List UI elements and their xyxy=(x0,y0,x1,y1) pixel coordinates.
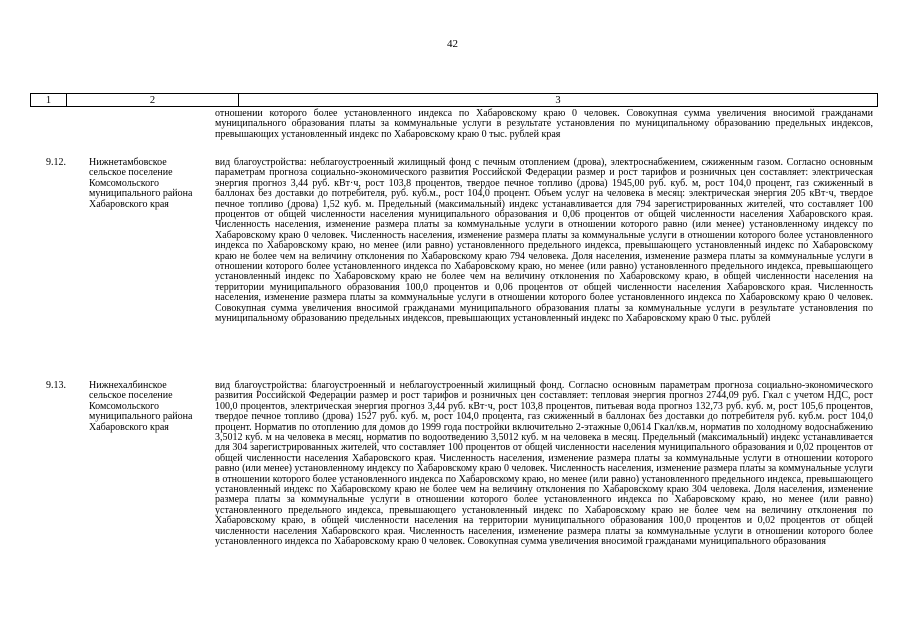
continuation-text: отношении которого более установленного индекса по Хабаровскому краю 0 человек. Совокупная сумма увеличения вносимой гражданами муниципального образования платы за коммунальные услуги в результате установления по муниципальному образованию предельных индексов, превышающих установленный индекс по Хабаровскому краю 0 тыс. рублей края xyxy=(215,108,873,140)
header-cell-3: 3 xyxy=(238,94,877,106)
header-cell-1: 1 xyxy=(45,94,52,106)
row-description: вид благоустройства: благоустроенный и неблагоустроенный жилищный фонд. Согласно основным параметрам прогноза социально-экономического развития Российской Федерации размер и рост тарифов и розничных цен составляет: тепловая энергия прогноз 2744,09 руб. Гкал с учетом НДС, рост 100,0 процентов, электрическая энергия прогноз 3,44 руб. кВт·ч, рост 103,8 процентов, питьевая вода прогноз 132,73 руб. куб. м, рост 105,6 процентов, твердое печное топливо (дрова) 1527 руб. куб. м, рост 104,0 процента, газ сжиженный в баллонах без доставки до потребителя руб. куб.м. рост 104,0 процент. Норматив по отоплению для домов до 1999 года постройки включительно 2-этажные 0,0614 Гкал/кв.м, норматив по холодному водоснабжению 3,5012 куб. м на человека в месяц, норматив по водоотведению 3,5012 куб. м на человека в месяц. Предельный (максимальный) индекс устанавливается для 304 зарегистрированных жителей, что составляет 100 процентов от общей численности населения муниципального образования и 0,02 процентов от общей численности населения Хабаровского края. Численность населения, изменение размера платы за коммунальные услуги в отношении которого равно (или менее) установленному индексу по Хабаровскому краю 0 человек. Численность населения, изменение размера платы за коммунальные услуги в отношении которого более установленного индекса по Хабаровскому краю, но менее (или равно) установленного предельного индекса, превышающего установленный индекс по Хабаровскому краю не более чем на величину отклонения по Хабаровскому краю 304 человека. Доля населения, изменение размера платы за коммунальные услуги в отношении которого более установленного индекса по Хабаровскому краю, но менее (или равно) установленного предельного индекса, превышающего установленный индекс по Хабаровскому краю не более чем на величину отклонения по Хабаровскому краю, в общей численности населения на территории муниципального образования 100,0 процентов и 0,02 процентов от общей численности населения Хабаровского края. Численность населения, изменение размера платы за коммунальные услуги в отношении которого более установленного индекса по Хабаровскому краю 0 человек. Совокупная сумма увеличения вносимой гражданами муниципального образования xyxy=(215,380,873,548)
table-header-row xyxy=(30,93,878,107)
row-description: вид благоустройства: неблагоустроенный жилищный фонд с печным отоплением (дрова), электроснабжением, сжиженным газом. Согласно основным параметрам прогноза социально-экономического развития Российской Федерации размер и рост тарифов и розничных цен составляет: электрическая энергия прогноз 3,44 руб. кВт·ч, рост 103,8 процентов, твердое печное топливо (дрова) 1945,00 руб. куб. м, рост 104,0 процент, газ сжиженный в баллонах без доставки до потребителя, руб. куб.м., рост 104,0 процент. Объем услуг на человека в месяц: электрическая энергия 205 кВт·ч, твердое печное топливо (дрова) 1,52 куб. м. Предельный (максимальный) индекс устанавливается для 794 зарегистрированных жителей, что составляет 100 процентов от общей численности населения муниципального образования и 0,06 процентов от общей численности населения Хабаровского края. Численность населения, изменение размера платы за коммунальные услуги в отношении которого равно (или менее) установленному индексу по Хабаровскому краю 0 человек. Численность населения, изменение размера платы за коммунальные услуги в отношении которого более установленного индекса по Хабаровскому краю, но менее (или равно) установленного предельного индекса, превышающего установленный индекс по Хабаровскому краю не более чем на величину отклонения по Хабаровскому краю 794 человека. Доля населения, изменение размера платы за коммунальные услуги в отношении которого более установленного индекса по Хабаровскому краю, но менее (или равно) установленного предельного индекса, превышающего установленный индекс по Хабаровскому краю не более чем на величину отклонения по Хабаровскому краю, в общей численности населения на территории муниципального образования 100,0 процентов и 0,06 процентов от общей численности населения Хабаровского края. Численность населения, изменение размера платы за коммунальные услуги в отношении которого более установленного индекса по Хабаровскому краю 0 человек. Совокупная сумма увеличения вносимой гражданами муниципального образования платы за коммунальные услуги в результате установления по муниципальному образованию предельных индексов, превышающих установленный индекс по Хабаровскому краю 0 тыс. рублей xyxy=(215,157,873,325)
settlement-name: Нижнехалбинское сельское поселение Комсомольского муниципального района Хабаровского края xyxy=(89,380,193,433)
settlement-name: Нижнетамбовское сельское поселение Комсомольского муниципального района Хабаровского края xyxy=(89,157,193,210)
row-number: 9.13. xyxy=(46,380,66,391)
header-cell-2: 2 xyxy=(66,94,238,106)
row-number: 9.12. xyxy=(46,157,66,168)
page-number: 42 xyxy=(447,38,458,50)
